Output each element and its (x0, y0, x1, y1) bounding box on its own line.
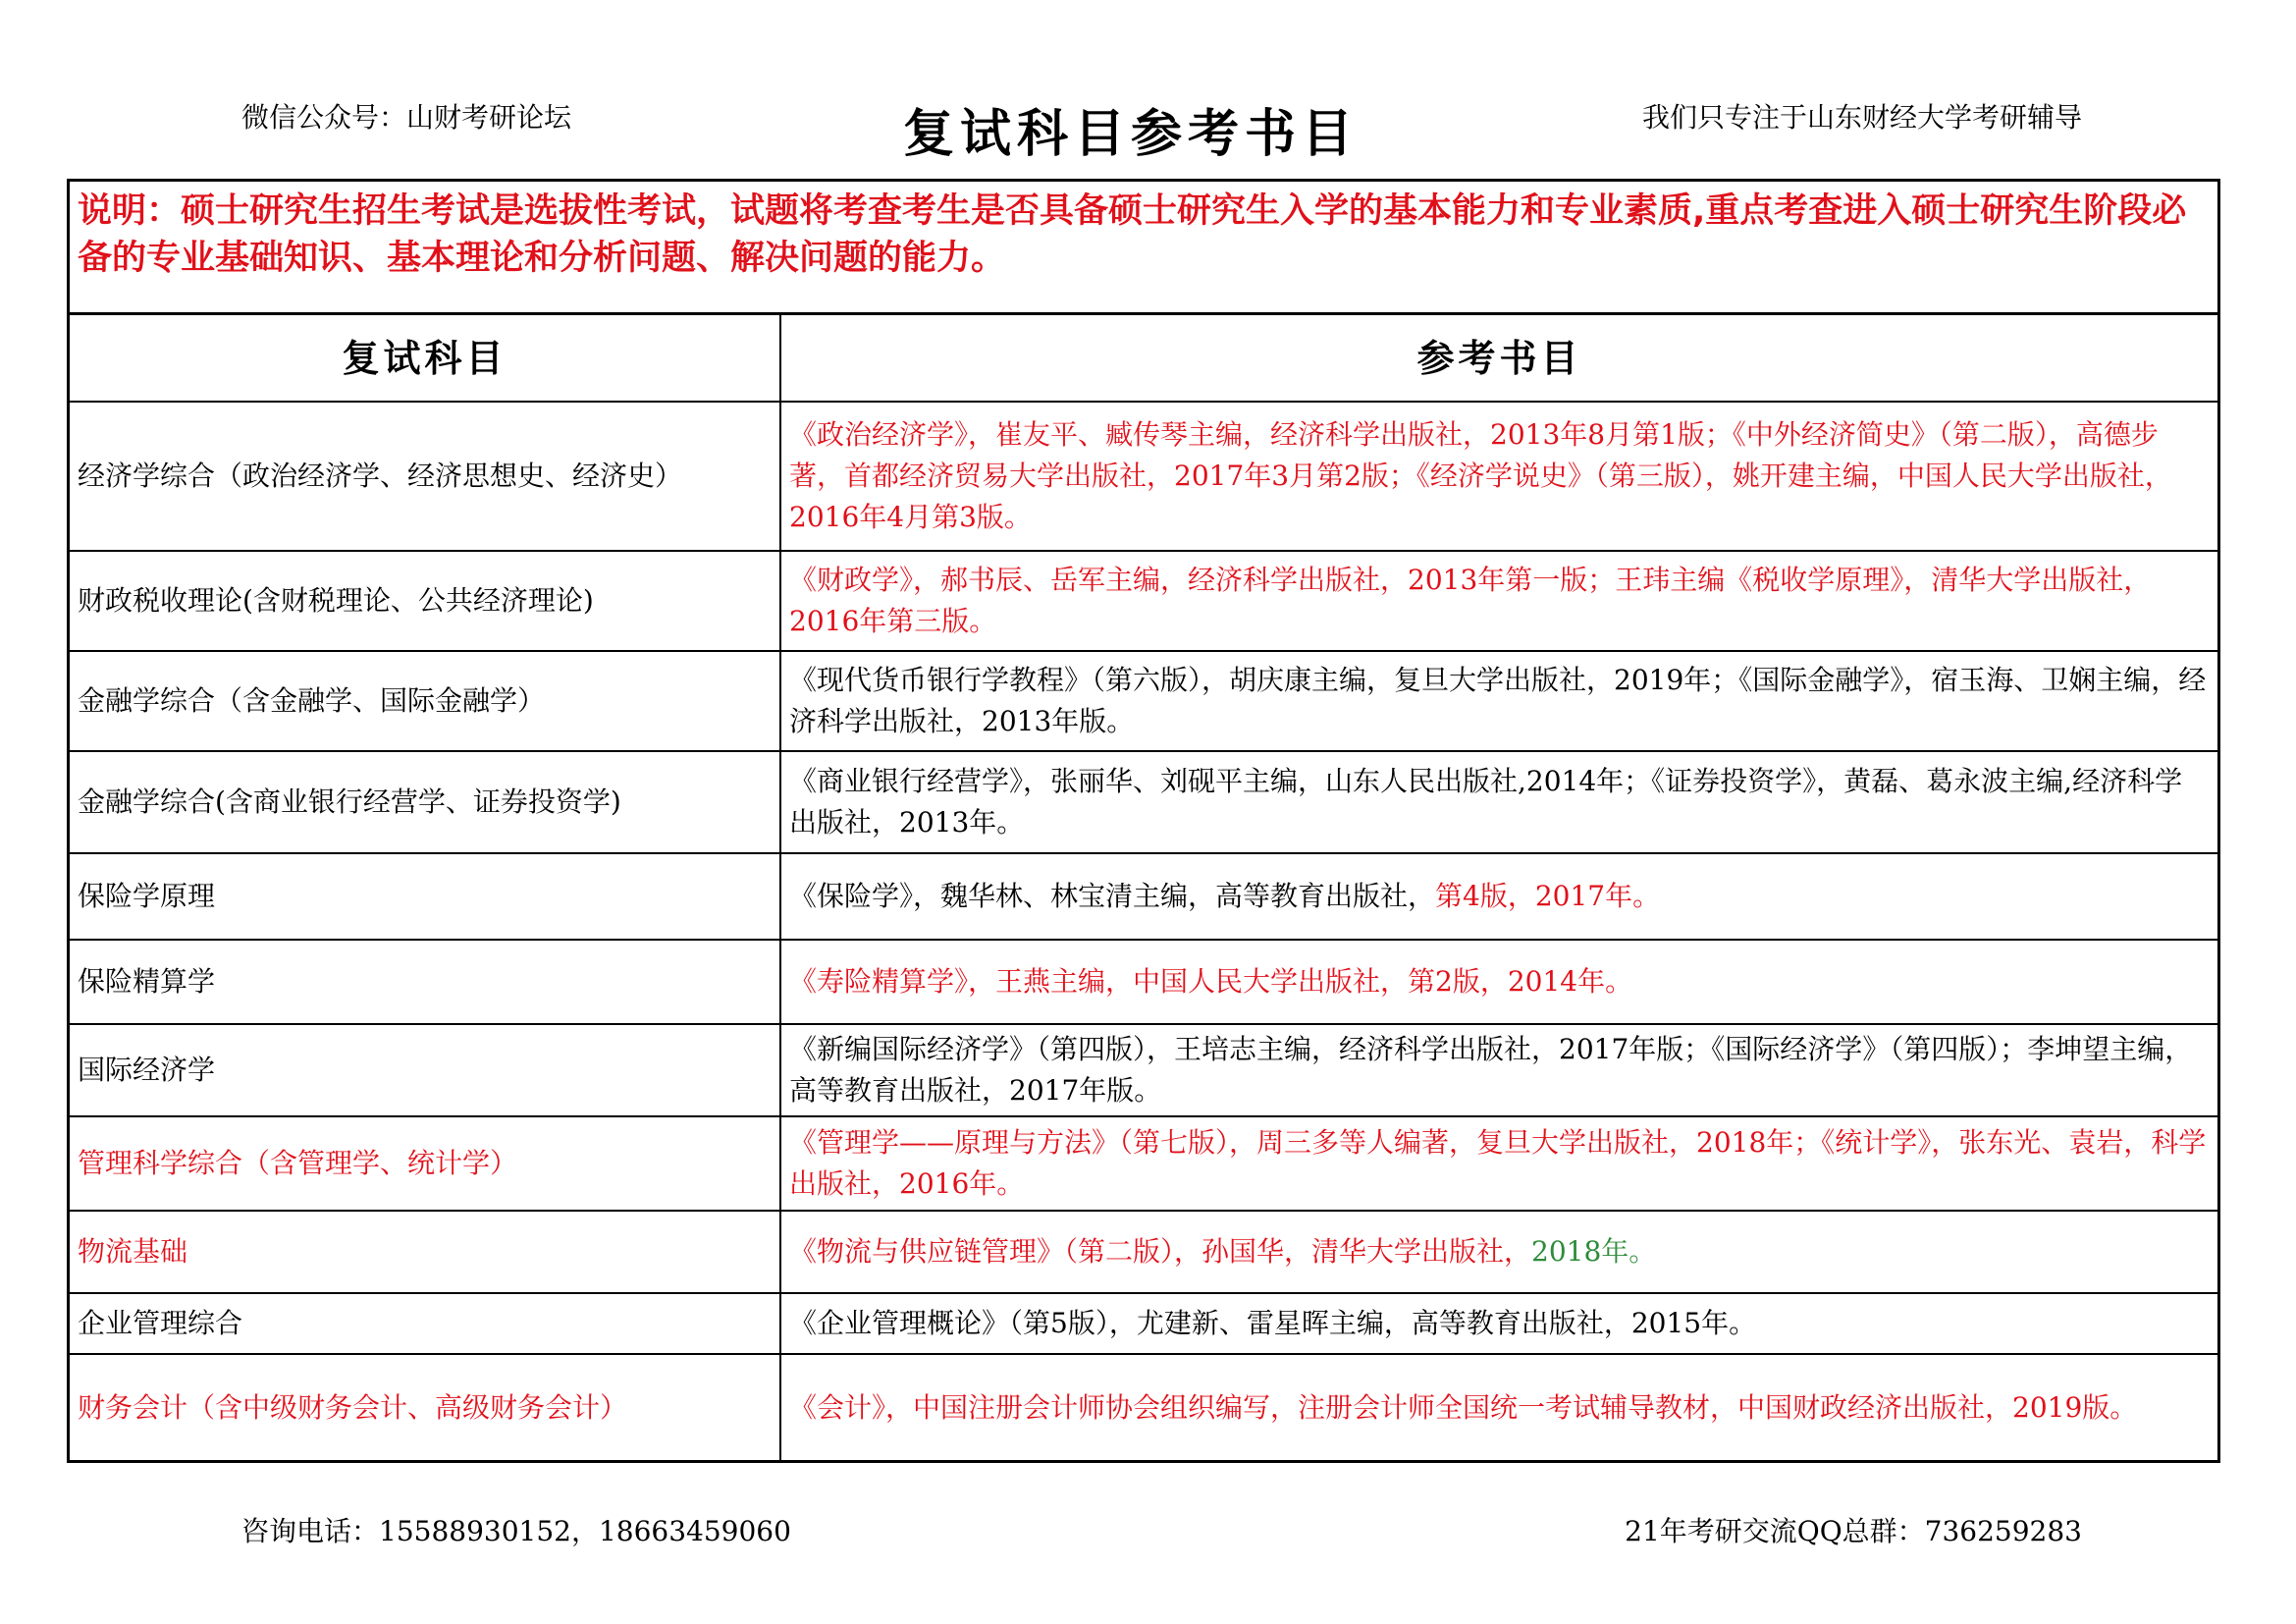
books-cell: 《商业银行经营学》，张丽华、刘砚平主编，山东人民出版社,2014年；《证券投资学》，黄磊、葛永波主编,经济科学出版社，2013年。 (780, 751, 2217, 853)
table-row (70, 1293, 2217, 1354)
table-row (70, 551, 2217, 651)
table-row (70, 1116, 2217, 1211)
books-cell: 《会计》，中国注册会计师协会组织编写，注册会计师全国统一考试辅导教材，中国财政经济出版社，2019版。 (780, 1354, 2217, 1460)
table-row (70, 1211, 2217, 1293)
subject-cell: 企业管理综合 (70, 1293, 780, 1354)
page-title: 复试科目参考书目 (903, 105, 1360, 164)
books-cell (780, 853, 2217, 940)
subject-cell: 保险学原理 (70, 853, 780, 940)
books-cell (780, 1211, 2217, 1293)
books-cell: 《企业管理概论》（第5版），尤建新、雷星晖主编，高等教育出版社，2015年。 (780, 1293, 2217, 1354)
books-year: 2018年。 (1531, 1235, 1657, 1268)
subject-cell: 管理科学综合（含管理学、统计学） (70, 1116, 780, 1211)
table-row (70, 1354, 2217, 1460)
books-text: 《物流与供应链管理》（第二版），孙国华，清华大学出版社， (789, 1235, 1532, 1268)
header-slogan: 我们只专注于山东财经大学考研辅导 (1641, 101, 2082, 134)
reference-table (70, 315, 2217, 1460)
header-wechat: 微信公众号：山财考研论坛 (241, 101, 572, 134)
note-text: 说明：硕士研究生招生考试是选拔性考试，试题将考查考生是否具备硕士研究生入学的基本能力和专业素质,重点考查进入硕士研究生阶段必备的专业基础知识、基本理论和分析问题、解决问题的能力。 (70, 182, 2217, 315)
books-cell: 《现代货币银行学教程》（第六版），胡庆康主编，复旦大学出版社，2019年；《国际金融学》，宿玉海、卫娴主编，经济科学出版社，2013年版。 (780, 651, 2217, 751)
reference-sheet (67, 179, 2220, 1463)
books-cell: 《寿险精算学》，王燕主编，中国人民大学出版社，第2版，2014年。 (780, 940, 2217, 1024)
subject-cell: 金融学综合（含金融学、国际金融学） (70, 651, 780, 751)
books-cell: 《政治经济学》，崔友平、臧传琴主编，经济科学出版社，2013年8月第1版；《中外经济简史》（第二版），高德步著，首都经济贸易大学出版社，2017年3月第2版；《经济学说史》（第三版），姚开建主编，中国人民大学出版社，2016年4月第3版。 (780, 402, 2217, 551)
header-subject: 复试科目 (70, 315, 780, 402)
table-row (70, 1024, 2217, 1116)
books-cell: 《财政学》，郝书辰、岳军主编，经济科学出版社，2013年第一版；王玮主编《税收学原理》，清华大学出版社，2016年第三版。 (780, 551, 2217, 651)
subject-cell: 物流基础 (70, 1211, 780, 1293)
books-text: 《保险学》，魏华林、林宝清主编，高等教育出版社， (789, 880, 1436, 912)
subject-cell: 财务会计（含中级财务会计、高级财务会计） (70, 1354, 780, 1460)
footer-qq: 21年考研交流QQ总群：736259283 (1625, 1515, 2082, 1547)
books-cell: 《管理学——原理与方法》（第七版），周三多等人编著，复旦大学出版社，2018年；《统计学》，张东光、袁岩，科学出版社，2016年。 (780, 1116, 2217, 1211)
subject-cell: 保险精算学 (70, 940, 780, 1024)
table-row (70, 402, 2217, 551)
table-row (70, 751, 2217, 853)
table-header-row (70, 315, 2217, 402)
books-edition: 第4版，2017年。 (1435, 880, 1661, 912)
footer-phone: 咨询电话：15588930152，18663459060 (241, 1515, 791, 1547)
table-row (70, 651, 2217, 751)
table-row (70, 940, 2217, 1024)
table-row (70, 853, 2217, 940)
subject-cell: 经济学综合（政治经济学、经济思想史、经济史） (70, 402, 780, 551)
subject-cell: 财政税收理论(含财税理论、公共经济理论) (70, 551, 780, 651)
subject-cell: 国际经济学 (70, 1024, 780, 1116)
subject-cell: 金融学综合(含商业银行经营学、证券投资学) (70, 751, 780, 853)
header-books: 参考书目 (780, 315, 2217, 402)
books-cell: 《新编国际经济学》（第四版），王培志主编，经济科学出版社，2017年版；《国际经济学》（第四版）；李坤望主编，高等教育出版社，2017年版。 (780, 1024, 2217, 1116)
